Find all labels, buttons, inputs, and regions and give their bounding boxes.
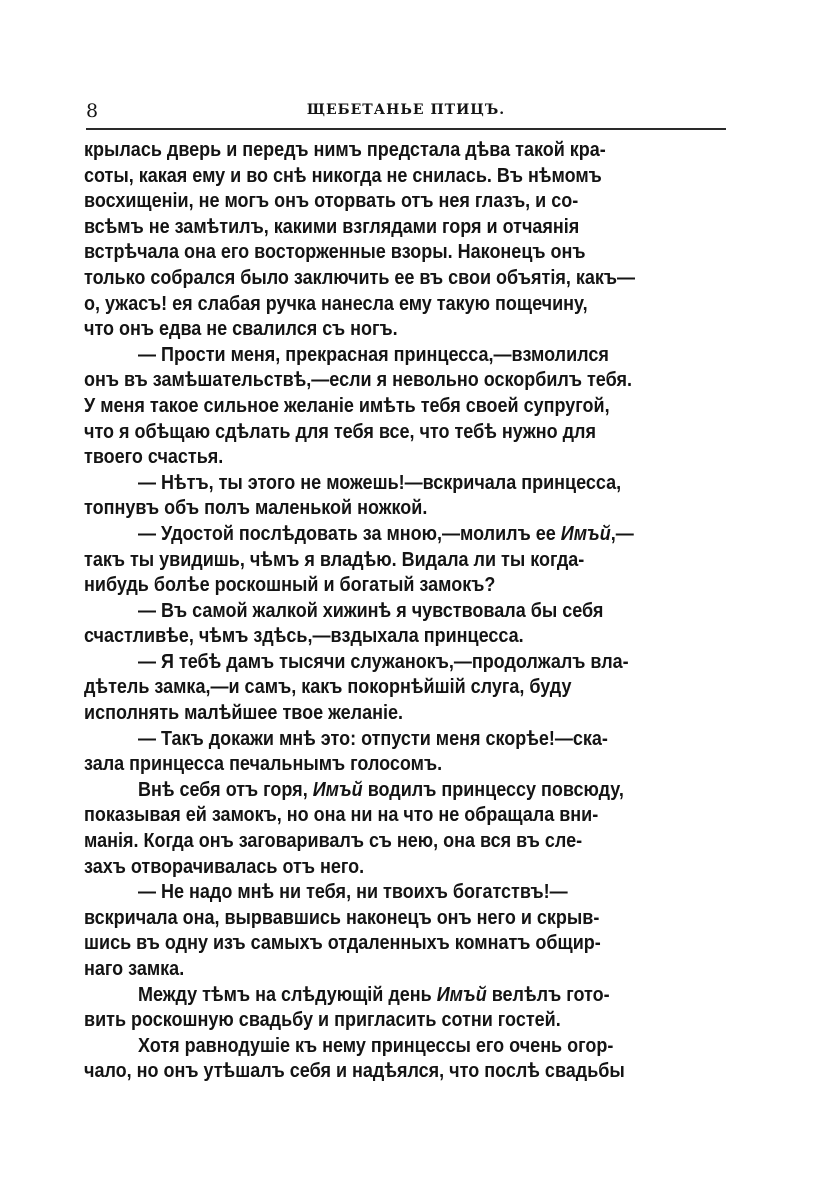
text-line: всѣмъ не замѣтилъ, какими взглядами горя и отчаянія [84, 215, 580, 238]
text-line: исполнять малѣйшее твое желаніе. [84, 702, 403, 725]
text-line: — Нѣтъ, ты этого не можешь!—вскричала принцесса, [138, 471, 622, 494]
text-line: — Прости меня, прекрасная принцесса,—взмолился [138, 343, 609, 366]
running-title: ЩЕБЕТАНЬЕ ПТИЦЪ. [306, 102, 506, 118]
text-line: наго замка. [84, 958, 185, 980]
text-line: соты, какая ему и во снѣ никогда не снилась. Въ нѣмомъ [84, 164, 602, 187]
text-line: нибудь болѣе роскошный и богатый замокъ? [84, 574, 496, 597]
text-line: что онъ едва не свалился съ ногъ. [84, 318, 398, 341]
body-text [84, 138, 728, 1085]
text-line: захъ отворачивалась отъ него. [84, 855, 365, 878]
name-italic: Имъй [312, 778, 363, 801]
text-line: только собрался было заключить ее въ свои объятія, какъ— [84, 266, 636, 289]
text-line: вскричала она, вырвавшись наконецъ онъ него и скрыв- [84, 906, 600, 929]
text-line: У меня такое сильное желаніе имѣть тебя своей супругой, [84, 394, 610, 417]
page-number: 8 [86, 100, 99, 122]
name-italic: Имъй [436, 983, 487, 1006]
text-line: Между тѣмъ на слѣдующій день Имъй велѣлъ гото- [138, 983, 610, 1006]
text-line: крылась дверь и передъ нимъ предстала дѣва такой кра- [84, 139, 606, 161]
text-line: онъ въ замѣшательствѣ,—если я невольно оскорбилъ тебя. [84, 369, 632, 392]
page-header [86, 100, 726, 122]
text-line: Хотя равнодушіе къ нему принцессы его очень огор- [138, 1034, 614, 1057]
text-line: шись въ одну изъ самыхъ отдаленныхъ комнатъ общир- [84, 932, 601, 955]
text-line: счастливѣе, чѣмъ здѣсь,—вздыхала принцесса. [84, 625, 524, 648]
text-line: встрѣчала она его восторженные взоры. Наконецъ онъ [84, 241, 586, 264]
text-line: такъ ты увидишь, чѣмъ я владѣю. Видала ли ты когда- [84, 548, 585, 571]
text-line: восхищеніи, не могъ онъ оторвать отъ нея глазъ, и со- [84, 190, 579, 213]
text-line: вить роскошную свадьбу и пригласить сотни гостей. [84, 1009, 561, 1032]
text-line: чало, но онъ утѣшалъ себя и надѣялся, что послѣ свадьбы [84, 1060, 625, 1083]
header-rule [86, 128, 726, 130]
name-italic: Имъй [560, 522, 611, 545]
text-line: твоего счастья. [84, 446, 224, 469]
text-line: — Такъ докажи мнѣ это: отпусти меня скорѣе!—ска- [138, 727, 608, 750]
text-line: — Я тебѣ дамъ тысячи служанокъ,—продолжалъ вла- [138, 650, 629, 673]
text-line: зала принцесса печальнымъ голосомъ. [84, 753, 443, 776]
text-line: что я обѣщаю сдѣлать для тебя все, что тебѣ нужно для [84, 420, 596, 443]
text-line: манія. Когда онъ заговаривалъ съ нею, она вся въ сле- [84, 830, 583, 853]
text-line: — Въ самой жалкой хижинѣ я чувствовала бы себя [138, 599, 604, 622]
text-line: — Не надо мнѣ ни тебя, ни твоихъ богатствъ!— [138, 881, 568, 904]
text-line: — Удостой послѣдовать за мною,—молилъ ее Имъй,— [138, 522, 634, 545]
text-line: Внѣ себя отъ горя, Имъй водилъ принцессу повсюду, [138, 778, 624, 801]
text-line: показывая ей замокъ, но она ни на что не обращала вни- [84, 804, 599, 827]
text-line: дѣтель замка,—и самъ, какъ покорнѣйшій слуга, буду [84, 676, 572, 699]
text-line: о, ужасъ! ея слабая ручка нанесла ему такую пощечину, [84, 292, 588, 315]
text-line: топнувъ объ полъ маленькой ножкой. [84, 497, 428, 520]
